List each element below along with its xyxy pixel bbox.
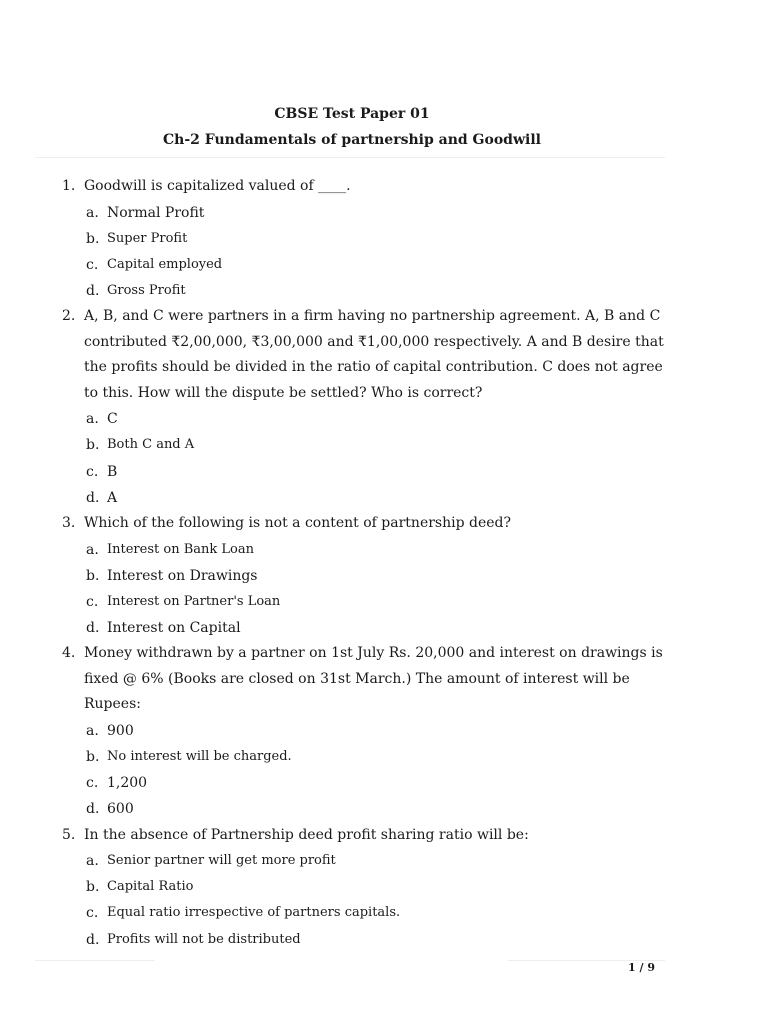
option-letter: b.: [86, 437, 100, 454]
question-4: [62, 641, 674, 718]
option-item: [86, 718, 768, 744]
option-text: Interest on Bank Loan: [107, 541, 254, 557]
question-text: A, B, and C were partners in a firm having no partnership agreement. A, B and C contributed ₹2,00,000, ₹3,00,000 and ₹1,00,000 respectively. A and B desire that the profits should be divided in the ratio of capital contribution. C does not agree to this. How will the dispute be settled? Who is correct?: [84, 308, 664, 401]
option-list: [0, 406, 768, 511]
question-3: [62, 511, 674, 537]
option-letter: d.: [86, 931, 100, 948]
option-letter: a.: [86, 411, 99, 428]
question-list: [0, 174, 768, 953]
question-text: Goodwill is capitalized valued of ____.: [84, 178, 351, 194]
option-item: [86, 744, 768, 770]
option-item: [86, 770, 768, 796]
option-item: [86, 278, 768, 304]
option-item: [86, 200, 768, 226]
option-text: Normal Profit: [107, 204, 205, 221]
header-divider: [35, 157, 665, 158]
option-text: No interest will be charged.: [107, 748, 292, 764]
question-number: 2.: [62, 308, 76, 325]
option-item: [86, 927, 768, 953]
option-letter: c.: [86, 463, 99, 480]
option-text: C: [107, 411, 118, 428]
option-letter: b.: [86, 748, 100, 765]
question-text: Money withdrawn by a partner on 1st July Rs. 20,000 and interest on drawings is fixed @ 6% (Books are closed on 31st March.) The amount of interest will be Rupees:: [84, 645, 663, 713]
option-text: Interest on Partner's Loan: [107, 593, 281, 609]
question-text: Which of the following is not a content of partnership deed?: [84, 515, 512, 531]
option-item: [86, 615, 768, 641]
paper-title: CBSE Test Paper 01: [274, 106, 430, 122]
option-letter: c.: [86, 593, 99, 610]
option-letter: a.: [86, 204, 99, 221]
option-item: [86, 226, 768, 252]
option-text: B: [107, 463, 118, 480]
option-item: [86, 537, 768, 563]
option-letter: d.: [86, 489, 100, 506]
question-number: 1.: [62, 178, 76, 194]
option-item: [86, 432, 768, 458]
option-list: [0, 718, 768, 823]
question-number: 4.: [62, 645, 76, 662]
option-item: [86, 252, 768, 278]
option-letter: a.: [86, 541, 99, 558]
option-letter: c.: [86, 775, 99, 792]
option-item: [86, 485, 768, 511]
option-text: Super Profit: [107, 230, 188, 246]
option-item: [86, 406, 768, 432]
question-number: 3.: [62, 515, 76, 531]
question-2: [62, 304, 674, 406]
option-text: Capital Ratio: [107, 879, 194, 895]
option-text: Interest on Drawings: [107, 567, 258, 584]
option-text: Capital employed: [107, 256, 223, 272]
option-list: [0, 537, 768, 642]
option-item: [86, 796, 768, 822]
chapter-subtitle: Ch-2 Fundamentals of partnership and Goodwill: [163, 132, 541, 148]
option-letter: d.: [86, 801, 100, 818]
option-letter: d.: [86, 283, 100, 300]
option-letter: b.: [86, 230, 100, 247]
question-1: [62, 174, 674, 200]
option-letter: a.: [86, 853, 99, 869]
option-letter: b.: [86, 879, 100, 896]
option-text: Interest on Capital: [107, 620, 241, 637]
option-item: [86, 563, 768, 589]
option-item: [86, 459, 768, 485]
option-list: [0, 200, 768, 305]
option-letter: a.: [86, 722, 99, 739]
option-letter: c.: [86, 256, 99, 273]
question-text: In the absence of Partnership deed profit sharing ratio will be:: [84, 826, 529, 843]
option-letter: b.: [86, 567, 100, 584]
option-text: 600: [107, 801, 134, 818]
option-item: [86, 900, 768, 926]
option-text: Gross Profit: [107, 283, 186, 299]
question-5: [62, 823, 674, 849]
option-text: 1,200: [107, 775, 148, 792]
option-text: Profits will not be distributed: [107, 931, 301, 947]
option-text: Equal ratio irrespective of partners capitals.: [107, 905, 401, 921]
option-list: [0, 848, 768, 953]
option-item: [86, 589, 768, 615]
option-text: A: [107, 489, 118, 506]
option-item: [86, 848, 768, 874]
document-header: [0, 103, 704, 151]
question-number: 5.: [62, 826, 76, 843]
option-text: 900: [107, 722, 134, 739]
page-number: 1 / 9: [628, 961, 655, 974]
footer-divider-left: [35, 960, 155, 961]
option-text: Both C and A: [107, 437, 195, 453]
option-text: Senior partner will get more profit: [107, 853, 336, 868]
option-item: [86, 874, 768, 900]
option-letter: c.: [86, 905, 99, 922]
option-letter: d.: [86, 620, 100, 637]
